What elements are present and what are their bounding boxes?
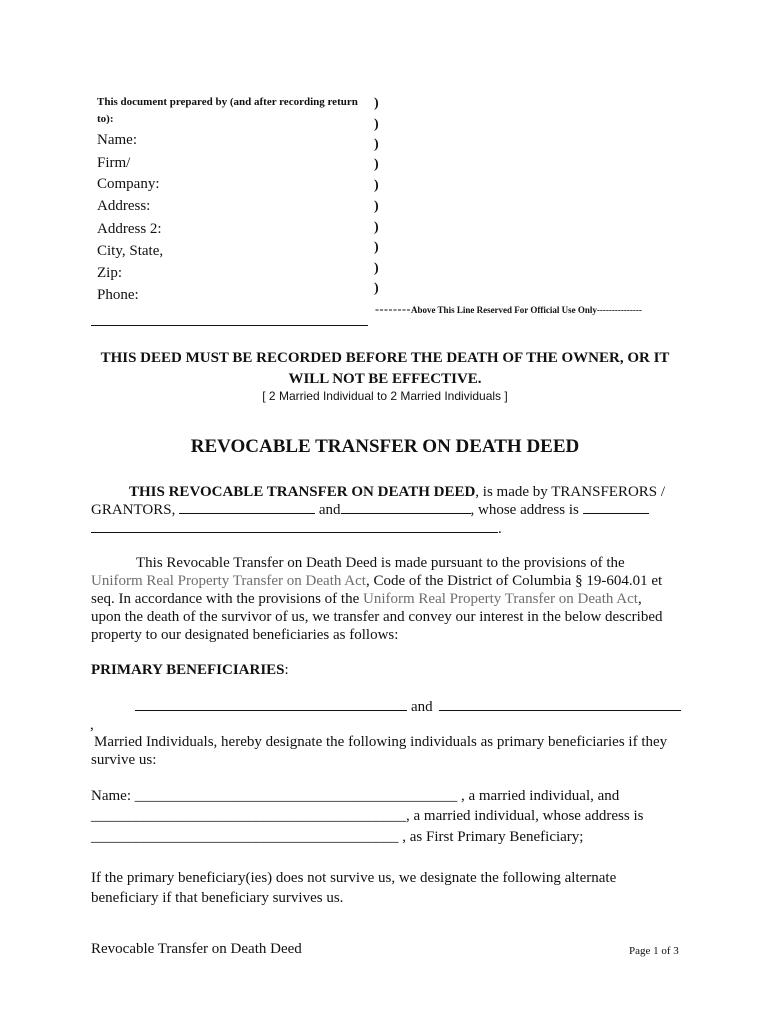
pursuant-comma: , [637, 591, 642, 607]
warning-line-2: WILL NOT BE EFFECTIVE. [288, 371, 482, 387]
paren-mark: ) [374, 178, 379, 193]
pursuant-line-4: upon the death of the survivor of us, we transfer and convey our interest in the below described [91, 609, 663, 625]
paren-mark: ) [374, 220, 379, 235]
paren-mark: ) [374, 240, 379, 255]
reserved-tail: --------------- [596, 305, 642, 315]
paren-mark: ) [374, 96, 379, 111]
primary-heading-colon: : [284, 662, 289, 678]
grantor-2-blank[interactable] [341, 512, 471, 514]
field-zip-label: Zip: [97, 265, 122, 281]
field-name-label: Name: [97, 132, 137, 148]
deed-type-note: [ 2 Married Individual to 2 Married Individuals ] [262, 389, 508, 403]
footer-doc-title: Revocable Transfer on Death Deed [91, 941, 302, 957]
act-link-2[interactable]: Uniform Real Property Transfer on Death Act [363, 591, 638, 607]
field-address-label: Address: [97, 198, 151, 214]
intro-bold: THIS REVOCABLE TRANSFER ON DEATH DEED [129, 484, 476, 500]
primary-heading-text: PRIMARY BENEFICIARIES [91, 662, 285, 678]
page-number: Page 1 of 3 [629, 945, 679, 957]
field-address2-label: Address 2: [97, 221, 162, 237]
name-line-3[interactable]: _________________________________________ , as First Primary Beneficiary; [91, 829, 584, 845]
header-divider-line [91, 325, 368, 326]
paren-mark: ) [374, 117, 379, 132]
paren-mark: ) [374, 281, 379, 296]
pursuant-line-3 [91, 590, 642, 608]
married-line-2: survive us: [91, 752, 157, 768]
field-phone-label: Phone: [97, 287, 139, 303]
address-blank-line[interactable] [91, 532, 498, 533]
pursuant-line-1: This Revocable Transfer on Death Deed is made pursuant to the provisions of the [136, 555, 625, 571]
paren-mark: ) [374, 199, 379, 214]
alternate-line-1: If the primary beneficiary(ies) does not survive us, we designate the following alternate [91, 870, 617, 886]
intro-and: and [318, 502, 341, 518]
primary-comma: , [90, 717, 94, 733]
reserved-text: Above This Line Reserved For Official Use Only [410, 305, 597, 315]
official-use-notice [375, 302, 642, 317]
primary-beneficiary-1-blank[interactable] [135, 710, 407, 711]
paren-mark: ) [374, 261, 379, 276]
pursuant-line-5: property to our designated beneficiaries as follows: [91, 627, 399, 643]
prepared-by-label: This document prepared by (and after recording return to): [97, 96, 358, 125]
pursuant-line-2 [91, 572, 662, 590]
name-line-2[interactable]: __________________________________________, a married individual, whose address is [91, 808, 644, 824]
address-blank[interactable] [583, 512, 649, 514]
field-firm-label: Firm/ [97, 155, 131, 171]
document-title: REVOCABLE TRANSFER ON DEATH DEED [190, 436, 580, 457]
intro-line-2 [91, 501, 649, 519]
intro-period: . [498, 521, 502, 537]
pursuant-code: , Code of the District of Columbia § 19-604.01 et [365, 573, 663, 589]
warning-line-1: THIS DEED MUST BE RECORDED BEFORE THE DEATH OF THE OWNER, OR IT [100, 350, 670, 366]
primary-and: and [411, 699, 433, 715]
intro-whose-address: , whose address is [470, 502, 579, 518]
paren-mark: ) [374, 137, 379, 152]
intro-made-by: , is made by TRANSFERORS / [475, 484, 666, 500]
intro-line-1 [129, 483, 665, 501]
married-line-1: Married Individuals, hereby designate the following individuals as primary beneficiaries if they [94, 734, 668, 750]
alternate-line-2: beneficiary if that beneficiary survives us. [91, 890, 344, 906]
grantor-1-blank[interactable] [179, 512, 315, 514]
paren-mark: ) [374, 157, 379, 172]
field-city-state-label: City, State, [97, 243, 164, 259]
reserved-dashes: -------- [375, 302, 411, 316]
intro-grantors: GRANTORS, [91, 502, 176, 518]
primary-beneficiary-2-blank[interactable] [439, 710, 681, 711]
primary-heading [91, 661, 289, 679]
pursuant-seq: seq. In accordance with the provisions of the [91, 591, 363, 607]
name-line-1[interactable]: Name: ___________________________________________ , a married individual, and [91, 788, 620, 804]
field-company-label: Company: [97, 176, 160, 192]
act-link-1[interactable]: Uniform Real Property Transfer on Death Act [91, 573, 366, 589]
